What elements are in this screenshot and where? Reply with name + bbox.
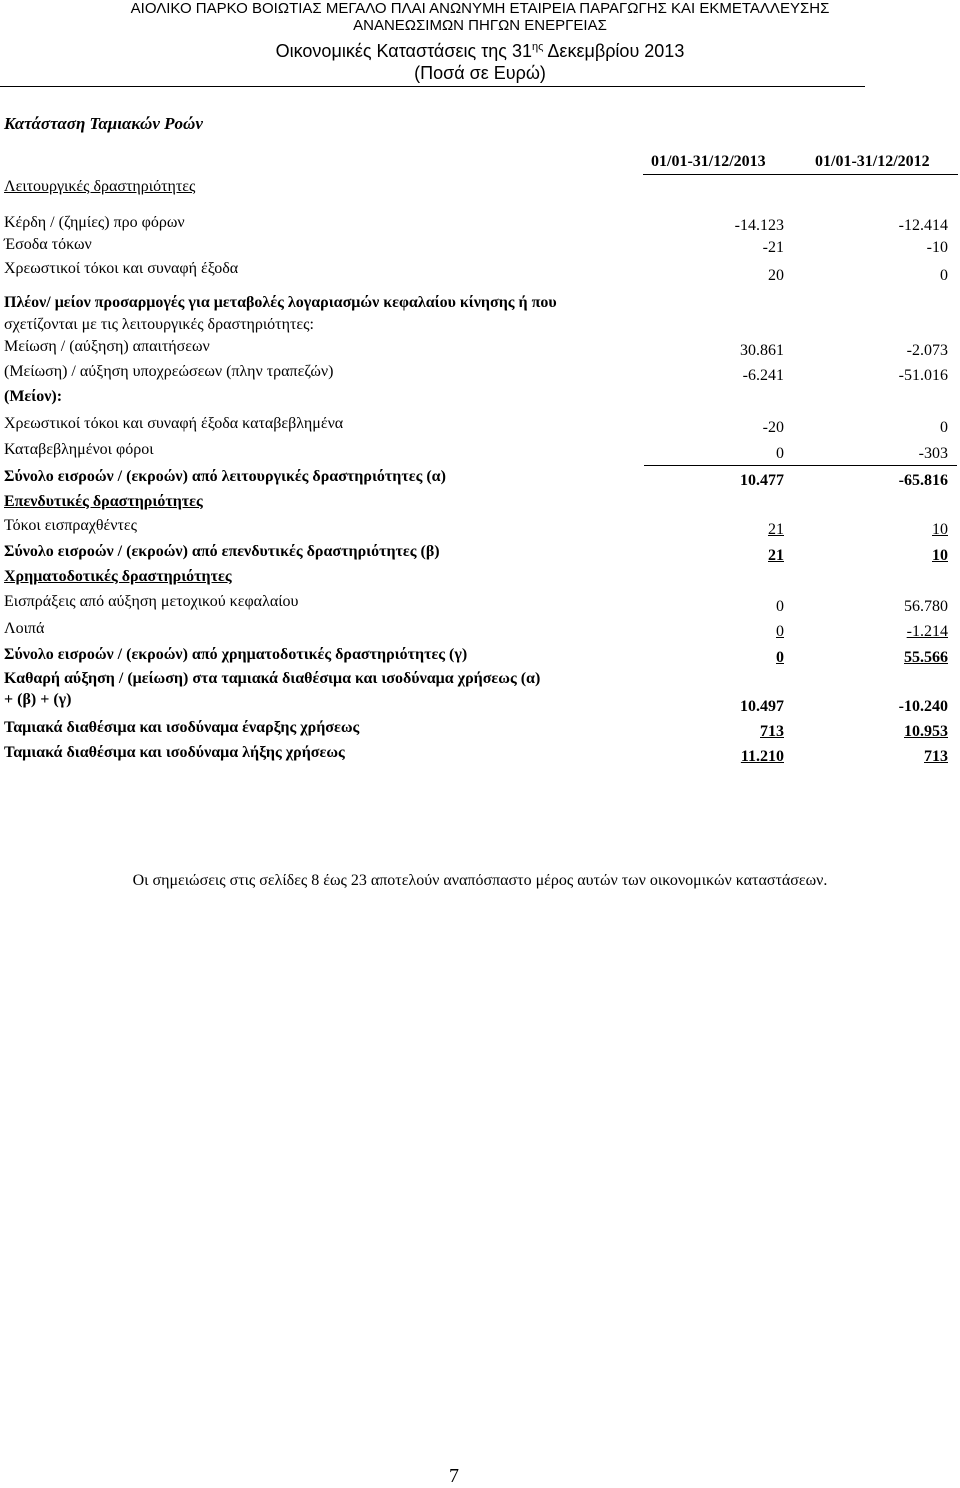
column-header-2013: 01/01-31/12/2013 (651, 153, 766, 170)
subtotal-rule (644, 465, 957, 466)
row-label: Μείωση / (αύξηση) απαιτήσεων (4, 338, 210, 355)
value-2012: -303 (918, 445, 948, 462)
value-2012: -12.414 (898, 217, 948, 234)
row-label: Τόκοι εισπραχθέντες (4, 517, 137, 534)
row-label: Χρεωστικοί τόκοι και συναφή έξοδα (4, 260, 239, 277)
value-2012: -2.073 (906, 342, 948, 359)
row-label: Κέρδη / (ζημίες) προ φόρων (4, 214, 185, 231)
row-label: Εισπράξεις από αύξηση μετοχικού κεφαλαίου (4, 593, 299, 610)
value-2013: 713 (760, 723, 784, 740)
net-change-label-line1: Καθαρή αύξηση / (μείωση) στα ταμιακά διαθέσιμα και ισοδύναμα χρήσεως (α) (4, 670, 541, 687)
section-investing: Επενδυτικές δραστηριότητες (4, 493, 203, 510)
value-2013: -21 (762, 239, 784, 256)
value-2013: 0 (776, 623, 784, 640)
section-less: (Μείον): (4, 388, 63, 405)
row-label: Σύνολο εισροών / (εκροών) από λειτουργικές δραστηριότητες (α) (4, 468, 446, 485)
statements-heading-sup: ης (531, 41, 544, 53)
column-header-2012: 01/01-31/12/2012 (815, 153, 930, 170)
value-2013: -6.241 (742, 367, 784, 384)
value-2013: 20 (768, 267, 784, 284)
value-2013: -14.123 (734, 217, 784, 234)
value-2012: -10 (926, 239, 948, 256)
footnote: Οι σημειώσεις στις σελίδες 8 έως 23 αποτελούν αναπόσπαστο μέρος αυτών των οικονομικών καταστάσεων. (132, 872, 828, 889)
row-label: Λοιπά (4, 620, 45, 637)
row-label: Καταβεβλημένοι φόροι (4, 441, 154, 458)
row-label: Χρεωστικοί τόκοι και συναφή έξοδα καταβεβλημένα (4, 415, 344, 432)
value-2013: 0 (776, 445, 784, 462)
row-label: Ταμιακά διαθέσιμα και ισοδύναμα λήξης χρήσεως (4, 744, 345, 761)
value-2012: -10.240 (898, 698, 948, 715)
value-2013: 11.210 (740, 748, 784, 765)
section-operating: Λειτουργικές δραστηριότητες (4, 178, 196, 195)
value-2012: 713 (924, 748, 948, 765)
adjustments-heading-line1-text: Πλέον/ μείον προσαρμογές για μεταβολές λογαριασμών κεφαλαίου κίνησης ή που (4, 294, 557, 311)
value-2012: 0 (940, 419, 948, 436)
row-label: Σύνολο εισροών / (εκροών) από επενδυτικές δραστηριότητες (β) (4, 543, 440, 560)
value-2012: 10.953 (904, 723, 948, 740)
header-rule (0, 86, 865, 87)
value-2012: -51.016 (898, 367, 948, 384)
value-2012: 10 (932, 547, 948, 564)
page-number: 7 (449, 1465, 459, 1487)
row-label: Ταμιακά διαθέσιμα και ισοδύναμα έναρξης χρήσεως (4, 719, 360, 736)
value-2012: -1.214 (906, 623, 948, 640)
statements-heading-post: Δεκεμβρίου 2013 (543, 41, 685, 61)
value-2012: 55.566 (904, 649, 948, 666)
row-label: + (β) + (γ) (4, 691, 72, 708)
value-2013: 21 (768, 521, 784, 538)
value-2013: 0 (776, 649, 784, 666)
row-label: Σύνολο εισροών / (εκροών) από χρηματοδοτικές δραστηριότητες (γ) (4, 646, 468, 663)
row-label: Έσοδα τόκων (4, 236, 92, 253)
adjustments-heading-line1 (4, 293, 557, 313)
value-2013: 30.861 (740, 342, 784, 359)
company-name-line1: ΑΙΟΛΙΚΟ ΠΑΡΚΟ ΒΟΙΩΤΙΑΣ ΜΕΓΑΛΟ ΠΛΑΙ ΑΝΩΝΥΜΗ ΕΤΑΙΡΕΙΑ ΠΑΡΑΓΩΓΗΣ ΚΑΙ ΕΚΜΕΤΑΛΛΕΥΣΗΣ (130, 0, 830, 17)
value-2013: 21 (768, 547, 784, 564)
page-title: Κατάσταση Ταμιακών Ροών (4, 114, 203, 133)
company-name-line2: ΑΝΑΝΕΩΣΙΜΩΝ ΠΗΓΩΝ ΕΝΕΡΓΕΙΑΣ (353, 17, 607, 34)
statements-heading (0, 36, 960, 62)
value-2012: 0 (940, 267, 948, 284)
section-financing: Χρηματοδοτικές δραστηριότητες (4, 568, 232, 585)
row-label: (Μείωση) / αύξηση υποχρεώσεων (πλην τραπεζών) (4, 363, 334, 380)
value-2013: 10.477 (740, 472, 784, 489)
currency-note: (Ποσά σε Ευρώ) (414, 63, 546, 83)
value-2013: 10.497 (740, 698, 784, 715)
value-2012: -65.816 (898, 472, 948, 489)
adjustments-heading-line2: σχετίζονται με τις λειτουργικές δραστηριότητες: (4, 316, 314, 333)
statements-heading-pre: Οικονομικές Καταστάσεις της 31 (275, 41, 532, 61)
value-2013: 0 (776, 598, 784, 615)
value-2012: 10 (932, 521, 948, 538)
column-header-rule (643, 174, 958, 175)
value-2012: 56.780 (904, 598, 948, 615)
value-2013: -20 (762, 419, 784, 436)
